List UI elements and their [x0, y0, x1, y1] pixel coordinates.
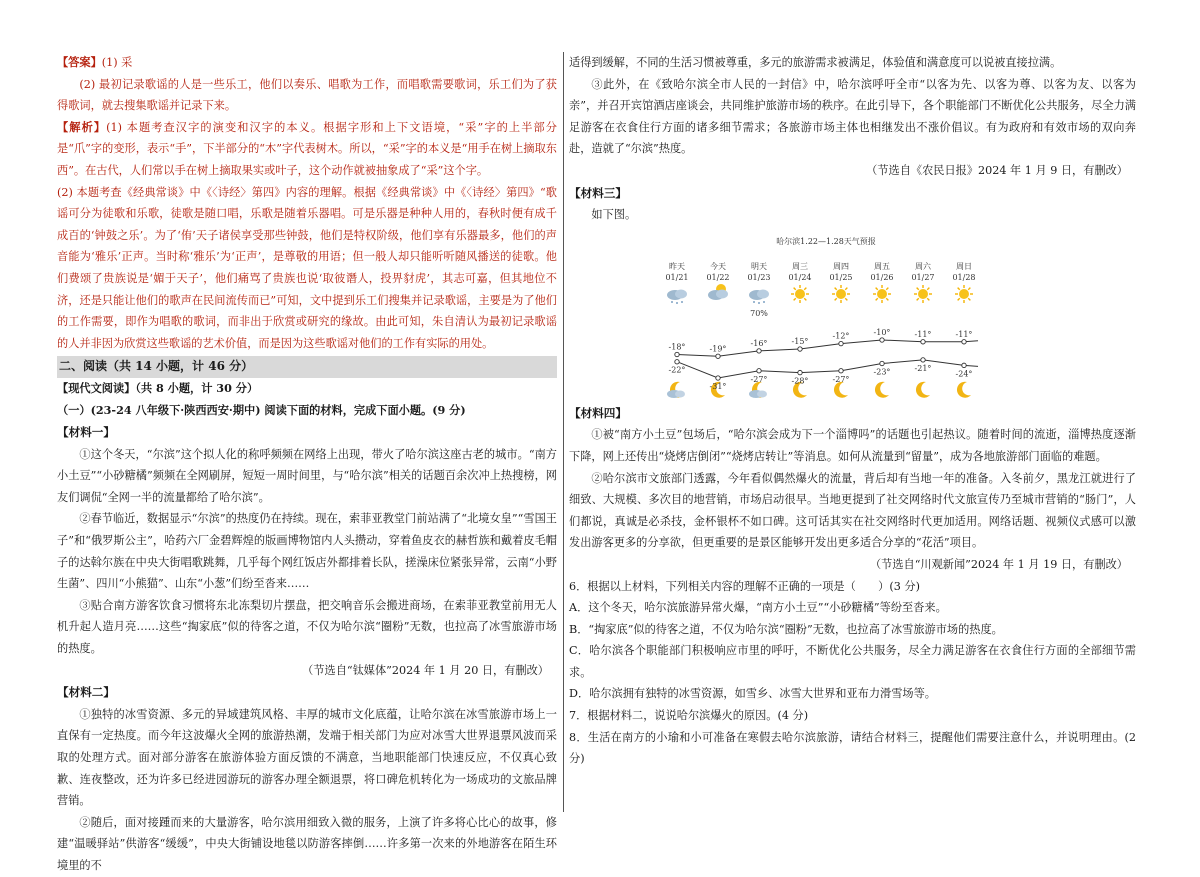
- weather-forecast-chart: [661, 232, 991, 402]
- sun-ray: [886, 298, 888, 300]
- weather-date-label: 01/23: [747, 272, 771, 282]
- high-temp-point: [716, 354, 720, 358]
- material-2-paragraph: ③此外，在《致哈尔滨全市人民的一封信》中，哈尔滨呼吁全市“以客为先、以客为尊、以客为友、以客为亲”，并召开宾馆酒店座谈会，共同维护旅游市场的秩序。在此引导下，各个职能部门不断优化公共服务，尽全力满足游客在衣食住行方面的诸多细节需求；各旅游市场主体也相继发出不涨价倡议。有为政府和有效市场的双向奔赴，造就了“尔滨”热度。: [569, 77, 1136, 156]
- question-6-option-b: B．“掏家底”似的待客之道，不仅为哈尔滨“圈粉”无数，也拉高了冰雪旅游市场的热度。: [569, 622, 1003, 636]
- snow-dot: [758, 302, 760, 304]
- low-temp-label: -27°: [750, 374, 768, 384]
- low-temp-label: -31°: [709, 381, 727, 391]
- low-temp-point: [757, 368, 761, 372]
- high-temp-point: [921, 339, 925, 343]
- material-2-continuation: 适得到缓解，不同的生活习惯被尊重，多元的旅游需求被满足，体验值和满意度可以说被直接拉满。: [569, 56, 1062, 69]
- cloud-shape: [716, 289, 728, 298]
- sun-ray: [804, 287, 806, 289]
- snow-dot: [671, 301, 673, 303]
- high-temp-label: -15°: [791, 336, 809, 346]
- high-temp-point: [757, 348, 761, 352]
- analysis-line-1: [57, 117, 557, 182]
- weather-date-label: 01/22: [706, 272, 730, 282]
- weather-day-label: 明天: [751, 261, 767, 271]
- high-temp-point: [962, 339, 966, 343]
- answer-2: (2) 最初记录歌谣的人是一些乐工，他们以奏乐、唱歌为工作，而唱歌需要歌词，乐工们为了获得歌词，就去搜集歌谣并记录下来。: [57, 77, 557, 113]
- high-temp-point: [880, 338, 884, 342]
- moon-shape: [875, 381, 889, 397]
- sun-ray: [845, 298, 847, 300]
- partly-sunny-icon: [708, 284, 728, 300]
- high-temp-label: -18°: [668, 342, 686, 352]
- cloud-shape: [675, 390, 685, 397]
- high-temp-label: -11°: [914, 329, 932, 339]
- material-1-title: 【材料一】: [57, 425, 115, 440]
- high-temp-point: [798, 347, 802, 351]
- low-temp-point: [880, 361, 884, 365]
- sun-disc: [836, 289, 846, 299]
- weather-day-label: 周三: [792, 261, 808, 271]
- material-3-intro: 如下图。: [591, 208, 637, 222]
- sun-ray: [794, 287, 796, 289]
- low-temp-point: [798, 370, 802, 374]
- sun-ray: [835, 298, 837, 300]
- sun-ray: [876, 298, 878, 300]
- question-6-option-d: D．哈尔滨拥有独特的冰雪资源，如雪乡、冰雪大世界和亚布力滑雪场等。: [569, 687, 936, 701]
- moon-icon: [957, 381, 971, 397]
- low-temp-label: -27°: [832, 374, 850, 384]
- passage-intro: （一）(23-24 八年级下·陕西西安·期中) 阅读下面的材料，完成下面小题。(9 分): [57, 402, 466, 417]
- column-divider: [563, 52, 564, 812]
- cloudy-moon-icon: [749, 381, 767, 397]
- snow-dot: [676, 302, 678, 304]
- low-temp-point: [716, 376, 720, 380]
- sun-ray: [917, 287, 919, 289]
- answer-line-1: [57, 52, 557, 74]
- weather-precip-label: 70%: [750, 308, 768, 318]
- weather-date-label: 01/25: [829, 272, 853, 282]
- sun-ray: [804, 298, 806, 300]
- right-column: [569, 52, 1136, 770]
- sunny-icon: [914, 285, 932, 303]
- analysis-label: 【解析】: [57, 119, 107, 134]
- low-temp-point: [962, 363, 966, 367]
- sun-ray: [876, 287, 878, 289]
- question-6: 6．根据以上材料，下列相关内容的理解不正确的一项是（ ）(3 分): [569, 579, 920, 593]
- moon-shape: [957, 381, 971, 397]
- sun-disc: [795, 289, 805, 299]
- material-2-paragraph: ①独特的冰雪资源、多元的异域建筑风格、丰厚的城市文化底蕴，让哈尔滨在冰雪旅游市场上一直保有一定热度。而今年这波爆火全网的旅游热潮，发端于相关部门为应对冰雪大世界退票风波而采取的处理方式。面对部分游客在旅游体验方面反馈的不满意，当地职能部门快速反应，不仅真心致歉、连夜整改，还为许多已经进园游玩的游客办理全额退票，将口碑危机转化为一场成功的文旅品牌营销。: [57, 707, 557, 808]
- sunny-icon: [832, 285, 850, 303]
- sun-ray: [794, 298, 796, 300]
- sun-ray: [968, 287, 970, 289]
- high-temp-point: [675, 352, 679, 356]
- weather-svg: [661, 232, 991, 402]
- left-column: [57, 52, 557, 877]
- sun-ray: [958, 298, 960, 300]
- question-6-option-a: A．这个冬天，哈尔滨旅游异常火爆，“南方小土豆”“小砂糖橘”等纷至沓来。: [569, 601, 947, 615]
- moon-shape: [834, 381, 848, 397]
- sunny-icon: [791, 285, 809, 303]
- cloudy-moon-icon: [667, 381, 685, 397]
- sun-disc: [918, 289, 928, 299]
- weather-date-label: 01/21: [665, 272, 689, 282]
- low-temp-label: -22°: [668, 365, 686, 375]
- answer-label: 【答案】: [57, 55, 102, 69]
- material-2-source: （节选自《农民日报》2024 年 1 月 9 日，有删改）: [866, 163, 1128, 177]
- sun-ray: [835, 287, 837, 289]
- weather-day-label: 周五: [874, 261, 890, 271]
- question-7: 7．根据材料二，说说哈尔滨爆火的原因。(4 分): [569, 709, 809, 723]
- moon-icon: [834, 381, 848, 397]
- sun-ray: [968, 298, 970, 300]
- low-temp-label: -23°: [873, 367, 891, 377]
- high-temp-label: -12°: [832, 331, 850, 341]
- material-4-paragraph: ②哈尔滨市文旅部门透露，今年看似偶然爆火的流量，背后却有当地一年的准备。入冬前夕，黑龙江就进行了细致、大规模、多次目的地营销，市场启动很早。当地更提到了社交网络时代文旅宣传乃至城市营销的“肠门”，人们都说，真诚是必杀技，金杯银杯不如口碑。这可话其实在社交网络时代更加适用。网络话题、视频仪式感可以激发出游客更多的分享欲，但更重要的是景区能够开发出更多适合分享的“花活”项目。: [569, 471, 1136, 550]
- cloudy-snow-icon: [749, 289, 769, 304]
- low-temp-point: [839, 368, 843, 372]
- high-temp-label: -19°: [709, 344, 727, 354]
- question-6-option-c: C．哈尔滨各个职能部门积极响应市里的呼吁，不断优化公共服务，尽全力满足游客在衣食住行方面的全部细节需求。: [569, 644, 1136, 679]
- high-temp-label: -10°: [873, 327, 891, 337]
- sun-ray: [927, 287, 929, 289]
- weather-date-label: 01/26: [870, 272, 894, 282]
- weather-day-label: 周四: [833, 261, 849, 271]
- low-temp-point: [675, 359, 679, 363]
- sun-ray: [845, 287, 847, 289]
- sun-disc: [877, 289, 887, 299]
- material-4-title: 【材料四】: [569, 405, 627, 420]
- low-temp-label: -21°: [914, 363, 932, 373]
- cloud-shape: [757, 390, 767, 397]
- moon-icon: [916, 381, 930, 397]
- material-2-title: 【材料二】: [57, 685, 115, 700]
- sun-ray: [917, 298, 919, 300]
- material-2-paragraph: ②随后，面对接踵而来的大量游客，哈尔滨用细致入微的服务，上演了许多将心比心的故事，修建“温暖驿站”供游客“缓缓”，中央大街铺设地毯以防游客摔倒……许多第一次来的外地游客在陌生环境里的不: [57, 815, 557, 872]
- cloud-shape: [757, 289, 769, 298]
- weather-date-label: 01/27: [911, 272, 935, 282]
- material-1-source: （节选自“钛媒体”2024 年 1 月 20 日，有删改）: [302, 663, 549, 677]
- modern-reading-heading: 【现代文阅读】（共 8 小题，计 30 分）: [57, 380, 259, 395]
- material-1-paragraph: ②春节临近，数据显示“尔滨”的热度仍在持续。现在，索菲亚教堂门前站满了“北境女皇”“雪国王子”和“俄罗斯公主”，哈药六厂金碧辉煌的版画博物馆内人头攒动，穿着鱼皮衣的赫哲族和戴着皮毛帽子的达斡尔族在中央大街唱歌跳舞，几乎每个网红饭店外都排着长队，搓澡床位紧张异常，云南“小野生菌”、四川“小熊猫”、山东“小葱”们纷至沓来……: [57, 512, 557, 591]
- analysis-2: (2) 本题考查《经典常谈》中《〈诗经〉第四》内容的理解。根据《经典常谈》中《〈诗经〉第四》“歌谣可分为徒歌和乐歌，徒歌是随口唱，乐歌是随着乐器唱。可是乐器是种种人用的，春秋时便有成千成百的‘钟鼓之乐’。为了‘侑’天子诸侯享受那些钟鼓，他们是特权阶级，他们享有乐器最多，他们的声音能为‘雅乐’正声。当时称‘雅乐’为‘正声’，是尊敬的用语；但一般人却只能听听随风播送的徒歌。他们费颂了贵族说是‘媚于天子’，他们痛骂了贵族也说‘取彼谮人，投畀豺虎’，其志可嘉，但其地位不济，还是只能让他们的歌声在民间流传而已”可知，文中提到乐工们搜集并记录歌谣，主要是为了他们的工作需要，即作为唱歌的歌词，而非出于欣赏或研究的缘故。由此可知，朱自清认为最初记录歌谣的人并非因为欣赏这些歌谣的艺术价值，而是因为这些歌谣对他们的工作有实际的用处。: [57, 185, 557, 350]
- sunny-icon: [955, 285, 973, 303]
- material-1-paragraph: ③贴合南方游客饮食习惯将东北冻梨切片摆盘，把交响音乐会搬进商场，在索菲亚教堂前用无人机升起人造月亮……这些“掏家底”似的待客之道，不仅为哈尔滨“圈粉”无数，也拉高了冰雪旅游市场的热度。: [57, 598, 557, 656]
- sun-ray: [958, 287, 960, 289]
- material-4-source: （节选自“川观新闻”2024 年 1 月 19 日，有删改）: [869, 557, 1128, 571]
- weather-day-label: 周日: [956, 261, 972, 271]
- sunny-icon: [873, 285, 891, 303]
- weather-title: 哈尔滨1.22—1.28天气预报: [776, 236, 876, 246]
- high-temp-label: -11°: [955, 329, 973, 339]
- high-temp-label: -16°: [750, 338, 768, 348]
- cloud-shape: [675, 289, 687, 298]
- section-heading: 二、阅读（共 14 小题，计 46 分）: [57, 356, 557, 378]
- material-4-paragraph: ①被“南方小土豆”包场后，“哈尔滨会成为下一个淄博吗”的话题也引起热议。随着时间的流逝，淄博热度逐渐下降，网上还传出“烧烤店倒闭”“烧烤店转让”等消息。如何从流量到“留量”，成为各地旅游部门面临的难题。: [569, 428, 1136, 463]
- low-temp-point: [921, 357, 925, 361]
- sun-disc: [959, 289, 969, 299]
- weather-date-label: 01/28: [952, 272, 976, 282]
- analysis-1: (1) 本题考查汉字的演变和汉字的本义。根据字形和上下文语境，“采”字的上半部分是“爪”字的变形，表示“手”，下半部分的“木”字代表树木。所以，“采”字的本义是“用手在树上摘取东西”。在古代，人们常以手在树上摘取果实或叶子，这个动作就被抽象成了“采”这个字。: [57, 120, 557, 177]
- weather-day-label: 今天: [710, 261, 726, 271]
- material-1-paragraph: ①这个冬天，“尔滨”这个拟人化的称呼频频在网络上出现，带火了哈尔滨这座古老的城市。“南方小土豆”“小砂糖橘”频频在全网刷屏，短短一周时间里，与“哈尔滨”相关的话题百余次冲上热搜榜，网友们调侃“全网一半的流量都给了哈尔滨”。: [57, 447, 557, 504]
- sun-ray: [886, 287, 888, 289]
- cloudy-snow-icon: [667, 289, 687, 304]
- low-temp-label: -28°: [791, 376, 809, 386]
- question-8: 8．生活在南方的小瑜和小可准备在寒假去哈尔滨旅游，请结合材料三，提醒他们需要注意什么，并说明理由。(2 分): [569, 730, 1136, 766]
- snow-dot: [753, 301, 755, 303]
- weather-day-label: 昨天: [669, 261, 685, 271]
- answer-1: (1) 采: [101, 56, 133, 69]
- sun-ray: [927, 298, 929, 300]
- weather-day-label: 周六: [915, 261, 931, 271]
- low-temp-label: -24°: [955, 369, 973, 379]
- material-3-title: 【材料三】: [569, 185, 627, 200]
- high-temp-point: [839, 341, 843, 345]
- moon-icon: [875, 381, 889, 397]
- weather-date-label: 01/24: [788, 272, 812, 282]
- snow-dot: [763, 301, 765, 303]
- snow-dot: [681, 301, 683, 303]
- moon-shape: [916, 381, 930, 397]
